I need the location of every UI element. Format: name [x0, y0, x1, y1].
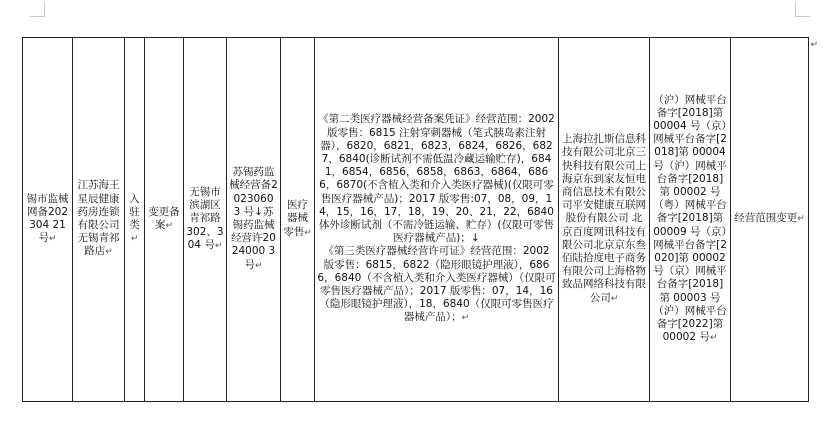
business-scope-class3: 《第三类医疗器械经营许可证》经营范围：2002 版零售：6815，6822（隐形眼镜护理液），6866，6840（不含植入类和介入类医疗器械）（仅限可零售医疗器械产品）；2017 版零售：07，14，16（隐形眼镜护理液），18，6840（仅限可零售医疗器械产品）；↵: [317, 245, 556, 324]
filing-table: [22, 37, 809, 402]
table-row: [23, 38, 809, 402]
cell-business-scope: [315, 38, 559, 402]
cell-company-name: 江苏海王星辰健康药房连锁有限公司无锡青祁路店↵: [73, 38, 125, 402]
cell-address: 无锡市滨湖区青祁路302、304 号↵: [184, 38, 227, 402]
business-scope-class2: 《第二类医疗器械经营备案凭证》经营范围：2002 版零售：6815 注射穿刺器械（笔式胰岛素注射器），6820，6821，6823，6824，6826，6827，6840(诊断试剂不需低温冷藏运输贮存)，6841，6854，6856，6858，6863，6864，6866，6870(不含植入类和介入类医疗器械)(仅限可零售医疗器械产品)；2017 版零售:07，08，09，14，15，16，17，18，19、20、21，22，6840 体外诊断试剂（不需冷链运输、贮存）(仅限可零售医疗器械产品)；↓: [318, 113, 555, 245]
crop-mark-top-right: [795, 2, 810, 17]
cell-business-type: 医疗器械零售↵: [281, 38, 315, 402]
paragraph-mark-row-end: ↵: [810, 40, 818, 50]
cell-platform-companies: 上海拉扎斯信息科技有限公司北京三快科技有限公司上海京东到家友恒电商信息技术有限公司平安健康互联网股份有限公司 北京百度网讯科技有限公司北京京东叁佰陆拾度电子商务有限公司上海格物致品网络科技有限公司↵: [559, 38, 650, 402]
cell-category: 入驻类↵: [125, 38, 145, 402]
cell-remark: 经营范围变更↵: [731, 38, 809, 402]
cell-filing-number: 锡市监械网备202304 21 号↵: [23, 38, 73, 402]
crop-mark-top-left: [30, 2, 45, 17]
cell-platform-filing-numbers: （沪）网械平台备字[2018]第 00004 号（京）网械平台备字[2018]第 00004 号（沪）网械平台备字[2018]第 00002 号（粤）网械平台备字[2018]第 00009 号（京）网械平台备字[2020]第 00002 号（京）网械平台备字[2018]第 00003 号（沪）网械平台备字[2022]第 00002 号↵: [650, 38, 731, 402]
cell-filing-type: 变更备案↵: [145, 38, 184, 402]
cell-license-numbers: 苏锡药监械经营备2023060 3 号↓苏锡药监械经营许2024000 3 号↵: [227, 38, 281, 402]
